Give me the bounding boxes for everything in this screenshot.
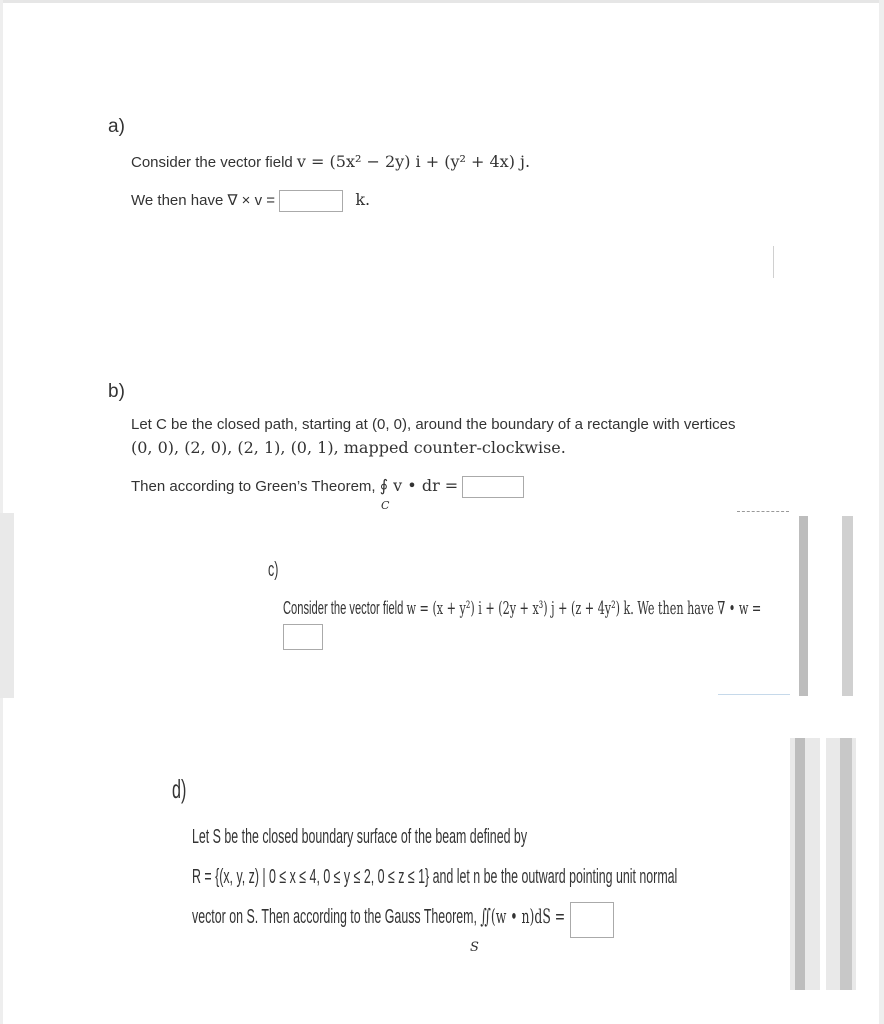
- part-a-line-1: [131, 152, 530, 171]
- part-b-integral-subscript: C: [381, 499, 390, 512]
- part-d-line-2: [192, 866, 884, 889]
- part-b-line-3-math: ∮ v • dr =: [379, 476, 459, 495]
- part-a-answer-box[interactable]: [279, 190, 343, 212]
- accent-line: [718, 694, 790, 695]
- part-d-line-2-text: R = {(x, y, z) | 0 ≤ x ≤ 4, 0 ≤ y ≤ 2, 0 ≤ z ≤ 1} and let n be the outward pointing unit normal: [192, 866, 678, 888]
- dashed-marker: [737, 511, 789, 514]
- part-a-line-1-math: v = (5x² − 2y) i + (y² + 4x) j.: [296, 152, 531, 171]
- part-a-line-2: [131, 190, 370, 212]
- part-d-line-3-math: ∬(w • n)dS =: [480, 904, 566, 928]
- page-frame-top: [0, 0, 884, 3]
- divider-line: [773, 246, 774, 278]
- part-b-line-2-text: (0, 0), (2, 0), (2, 1), (0, 1), mapped counter-clockwise.: [131, 438, 566, 457]
- part-d-line-1-text: Let S be the closed boundary surface of the beam defined by: [192, 826, 528, 848]
- part-d-label: d): [172, 774, 187, 804]
- part-d-line-3: [192, 904, 794, 929]
- part-c-line-1-math: w = (x + y²) i + (2y + x³) j + (z + 4y²) k. We then have ∇ • w =: [406, 598, 762, 619]
- part-b-line-3: [131, 476, 524, 498]
- part-b-line-2: [131, 438, 566, 457]
- scrollbar-track-3[interactable]: [795, 738, 805, 990]
- part-b-line-1: Let C be the closed path, starting at (0, 0), around the boundary of a rectangle with vertices: [131, 416, 736, 433]
- part-c-line-1: [283, 598, 884, 619]
- part-d-integral-subscript: S: [470, 940, 479, 955]
- part-b-answer-box[interactable]: [462, 476, 524, 498]
- left-band: [0, 513, 14, 698]
- part-a-label: a): [108, 116, 125, 137]
- part-d-answer-box[interactable]: [570, 902, 614, 938]
- part-a-line-1-prefix: Consider the vector field: [131, 154, 293, 171]
- part-a-line-2-suffix: k.: [355, 190, 371, 209]
- scrollbar-track-4[interactable]: [840, 738, 852, 990]
- part-b-label: b): [108, 381, 125, 402]
- part-c-answer-box[interactable]: [283, 624, 323, 650]
- part-d-line-1: [192, 826, 732, 849]
- page-frame-left: [0, 0, 3, 1024]
- part-b-line-3-prefix: Then according to Green’s Theorem,: [131, 478, 376, 495]
- part-a-line-2-prefix: We then have ∇ × v =: [131, 192, 276, 209]
- part-d-line-3-prefix: vector on S. Then according to the Gauss Theorem,: [192, 906, 477, 928]
- part-c-line-1-prefix: Consider the vector field: [283, 598, 404, 618]
- part-c-label: c): [268, 559, 279, 581]
